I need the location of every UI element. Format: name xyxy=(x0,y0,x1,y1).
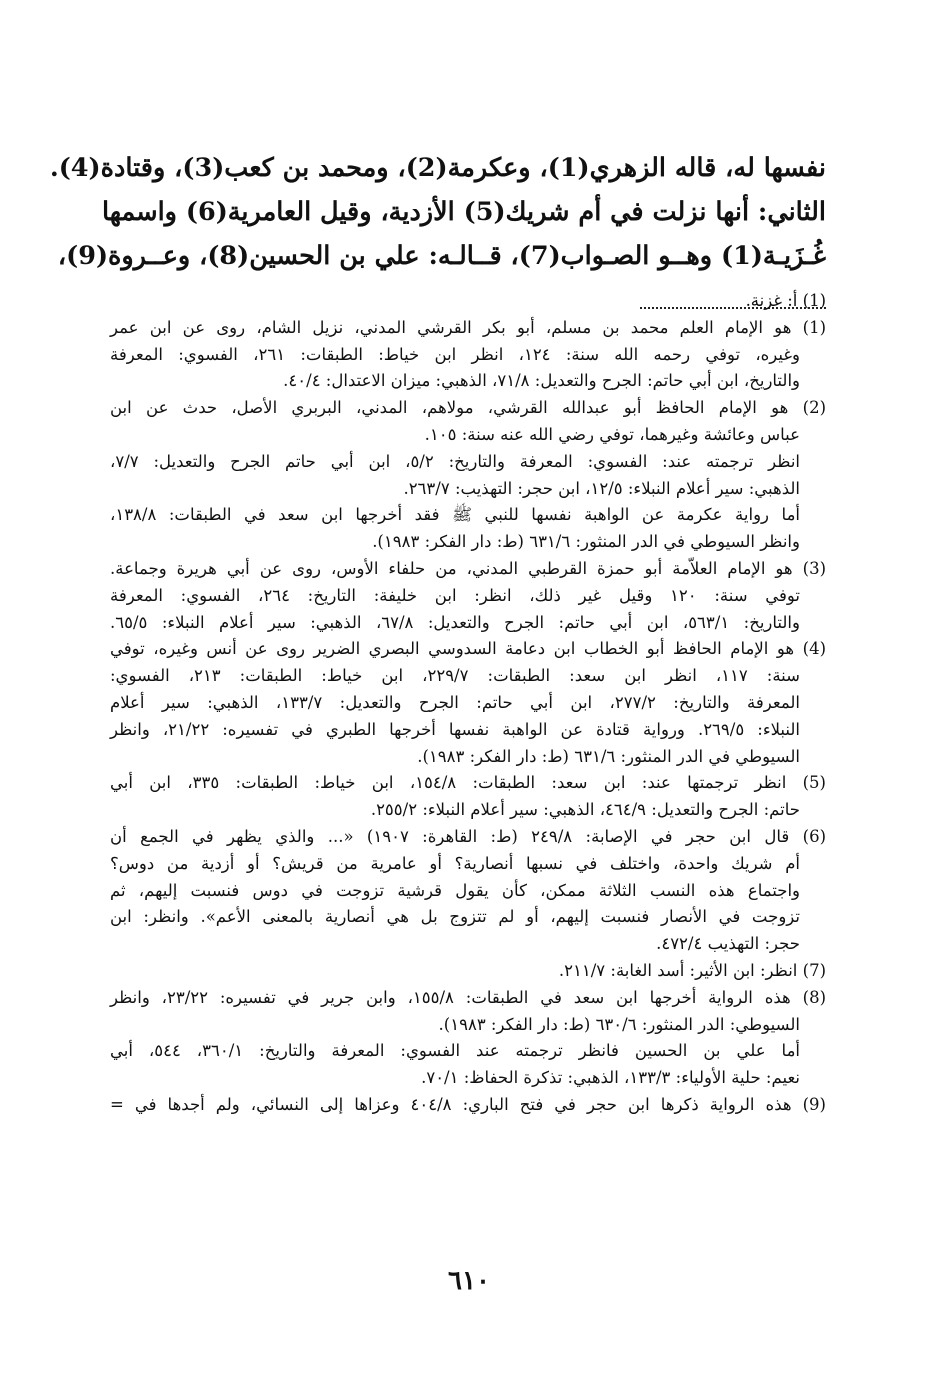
footnote-line: (8) هذه الرواية أخرجها ابن سعد في الطبقات: ١٥٥/٨، وابن جرير في تفسيره: ٢٣/٢٢، وانظر xyxy=(110,987,826,1007)
footnote-line: انظر ترجمته عند: الفسوي: المعرفة والتاريخ: ٥/٢، ابن أبي حاتم الجرح والتعديل: ٧/٧، xyxy=(110,451,800,471)
footnote-line: سنة: ١١٧، انظر ابن سعد: الطبقات: ٢٢٩/٧، ابن خياط: الطبقات: ٢١٣، الفسوي: xyxy=(110,666,800,686)
main-text-line: الثاني: أنها نزلت في أم شريك(5) الأزدية، وقيل العامرية(6) واسمها xyxy=(101,197,826,227)
footnote-line: (1) أ: غزنة. xyxy=(745,291,826,310)
footnote-line: نعيم: حلية الأولياء: ١٣٣/٣، الذهبي: تذكرة الحفاظ: ٧٠/١. xyxy=(421,1068,800,1088)
footnote-line: (5) انظر ترجمتها عند: ابن سعد: الطبقات: ١٥٤/٨، ابن خياط: الطبقات: ٣٣٥، ابن أبي xyxy=(110,773,826,793)
footnote-line: (6) قال ابن حجر في الإصابة: ٢٤٩/٨ (ط: القاهرة: ١٩٠٧) «... والذي يظهر في الجمع أن xyxy=(110,826,826,846)
footnote-line: الذهبي: سير أعلام النبلاء: ١٢/٥، ابن حجر: التهذيب: ٢٦٣/٧. xyxy=(403,478,800,498)
footnote-line: (4) هو الإمام الحافظ أبو الخطاب ابن دعامة السدوسي البصري الضرير روى عن أنس وغيره، توفي xyxy=(110,639,826,659)
footnote-line: توفي سنة: ١٢٠ وقيل غير ذلك، انظر: ابن خليفة: التاريخ: ٢٦٤، الفسوي: المعرفة xyxy=(110,585,800,605)
main-text xyxy=(49,146,826,278)
footnote-line: أم شريك واحدة، واختلف في نسبها أنصارية؟ أو عامرية من قريش؟ أو أزدية من دوس؟ xyxy=(110,853,800,873)
footnote-line: والتاريخ: ٥٦٣/١، ابن أبي حاتم: الجرح والتعديل: ٦٧/٨، الذهبي: سير أعلام النبلاء: ٦٥/٥. xyxy=(110,612,800,632)
footnote-line: حجر: التهذيب ٤٧٢/٤. xyxy=(656,934,800,954)
footnotes xyxy=(110,288,826,1119)
footnote-line: السيوطي في الدر المنثور: ٦٣١/٦ (ط: دار الفكر: ١٩٨٣). xyxy=(417,746,800,766)
footnote-line: حاتم: الجرح والتعديل: ٤٦٤/٩، الذهبي: سير أعلام النبلاء: ٢٥٥/٢. xyxy=(370,800,800,820)
footnote-line: السيوطي: الدر المنثور: ٦٣٠/٦ (ط: دار الفكر: ١٩٨٣). xyxy=(438,1014,800,1034)
footnote-line: (7) انظر: ابن الأثير: أسد الغابة: ٢١١/٧. xyxy=(558,960,826,980)
main-text-line: غُـزَيـة(1) وهــو الصـواب(7)، قــالـه: علي بن الحسين(8)، وعــروة(9)، xyxy=(57,241,826,271)
footnote-line: أما رواية عكرمة عن الواهبة نفسها للنبي ﷺ فقد أخرجها ابن سعد في الطبقات: ١٣٨/٨، xyxy=(110,505,800,525)
footnote-line: (1) هو الإمام العلم محمد بن مسلم، أبو بكر القرشي المدني، نزيل الشام، روى عن ابن عمر xyxy=(110,317,826,337)
footnote-line: وغيره، توفي رحمه الله سنة: ١٢٤، انظر ابن خياط: الطبقات: ٢٦١، الفسوي: المعرفة xyxy=(110,344,800,364)
footnote-line: تزوجت في الأنصار فنسبت إليهم، أو لم تتزوج بل هي أنصارية بالمعنى الأعم». وانظر: ابن xyxy=(110,907,800,927)
footnote-line: أما علي بن الحسين فانظر ترجمته عند الفسوي: المعرفة والتاريخ: ٣٦٠/١، ٥٤٤، أبي xyxy=(110,1041,800,1061)
page-number: ٦١٠ xyxy=(448,1266,490,1296)
footnote-line: والتاريخ، ابن أبي حاتم: الجرح والتعديل: ٧١/٨، الذهبي: ميزان الاعتدال: ٤٠/٤. xyxy=(283,371,800,391)
footnote-line: (9) هذه الرواية ذكرها ابن حجر في فتح الباري: ٤٠٤/٨ وعزاها إلى النسائي، ولم أجدها في = xyxy=(110,1094,826,1114)
footnote-line: المعرفة والتاريخ: ٢٧٧/٢، ابن أبي حاتم: الجرح والتعديل: ١٣٣/٧، الذهبي: سير أعلام xyxy=(110,692,801,712)
footnote-line: (2) هو الإمام الحافظ أبو عبدالله القرشي، مولاهم، المدني، البربري الأصل، حدث عن ابن xyxy=(110,398,826,418)
footnote-line: وانظر السيوطي في الدر المنثور: ٦٣١/٦ (ط: دار الفكر: ١٩٨٣). xyxy=(372,532,800,552)
footnote-line: النبلاء: ٢٦٩/٥. ورواية قتادة عن الواهبة نفسها أخرجها الطبري في تفسيره: ٢١/٢٢، وانظر xyxy=(110,719,800,739)
main-text-line: نفسها له، قاله الزهري(1)، وعكرمة(2)، ومحمد بن كعب(3)، وقتادة(4). xyxy=(49,153,826,183)
footnote-line: عباس وعائشة وغيرهما، توفي رضي الله عنه سنة: ١٠٥. xyxy=(424,424,800,444)
footnote-line: واجتماع هذه النسب الثلاثة ممكن، كأن يقول قرشية تزوجت في دوس فنسبت إليهم، ثم xyxy=(110,880,800,900)
footnote-line: (3) هو الإمام العلاّمة أبو حمزة القرطبي المدني، من حلفاء الأوس، روى عن أبي هريرة وجماعة. xyxy=(110,558,826,578)
